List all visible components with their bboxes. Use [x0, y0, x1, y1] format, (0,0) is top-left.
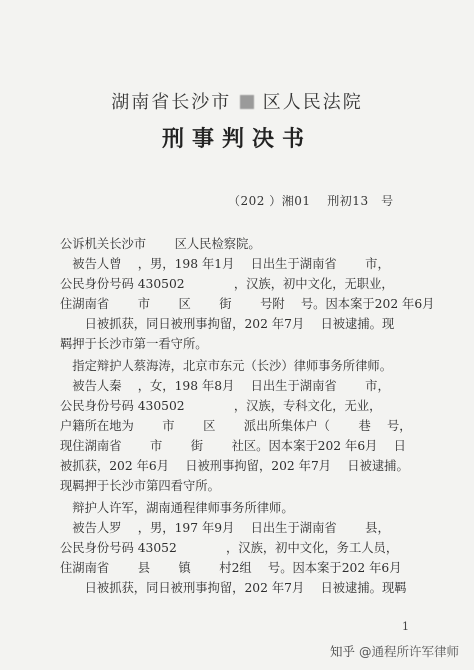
paragraph-line: 被告人秦 ，女，198 年8月 日出生于湖南省 市， [60, 379, 390, 393]
court-name-prefix: 湖南省长沙市 [111, 92, 232, 113]
watermark [330, 642, 459, 660]
paragraph-line: 日被抓获，同日被刑事拘留，202 年7月 日被逮捕。现 [60, 317, 395, 331]
paragraph-line: 现羁押于长沙市第四看守所。 [60, 479, 220, 493]
watermark-author: @通程所许军律师 [359, 644, 460, 659]
paragraph-line: 被告人曾 ，男，198 年1月 日出生于湖南省 市， [60, 257, 390, 271]
watermark-site: 知乎 [330, 644, 356, 659]
case-number: （202 ）湘01 刑初13 号 [228, 194, 394, 208]
paragraph-line: 公民身份号码 430502 ，汉族，专科文化，无业， [60, 399, 382, 413]
page-number: 1 [402, 620, 409, 633]
paragraph-line: 公民身份号码 43052 ，汉族，初中文化，务工人员， [60, 541, 399, 555]
paragraph-line: 被告人罗 ，男，197 年9月 日出生于湖南省 县， [60, 521, 390, 535]
paragraph-line: 被抓获，202 年6月 日被刑事拘留，202 年7月 日被逮捕。 [60, 459, 409, 473]
paragraph-line: 公民身份号码 430502 ，汉族，初中文化，无职业， [60, 277, 394, 291]
paragraph-line: 公诉机关长沙市 区人民检察院。 [60, 237, 261, 251]
paragraph-line: 辩护人许军，湖南通程律师事务所律师。 [60, 501, 294, 515]
court-name [0, 88, 474, 114]
court-name-suffix: 区人民法院 [262, 92, 363, 113]
paragraph-line: 羁押于长沙市第一看守所。 [60, 337, 208, 351]
paragraph-line: 住湖南省 县 镇 村2组 号。因本案于202 年6月 [60, 561, 402, 575]
paragraph-line: 指定辩护人蔡海涛，北京市东元（长沙）律师事务所律师。 [60, 359, 393, 373]
paragraph-line: 现住湖南省 市 街 社区。因本案于202 年6月 日 [60, 439, 406, 453]
document-title: 刑事判决书 [161, 126, 312, 152]
paragraph-line: 日被抓获，同日被刑事拘留，202 年7月 日被逮捕。现羁 [60, 581, 407, 595]
paragraph-line: 住湖南省 市 区 街 号附 号。因本案于202 年6月 [60, 297, 435, 311]
redaction-mark [240, 95, 254, 109]
paragraph-line: 户籍所在地为 市 区 派出所集体户（ 巷 号， [60, 419, 412, 433]
